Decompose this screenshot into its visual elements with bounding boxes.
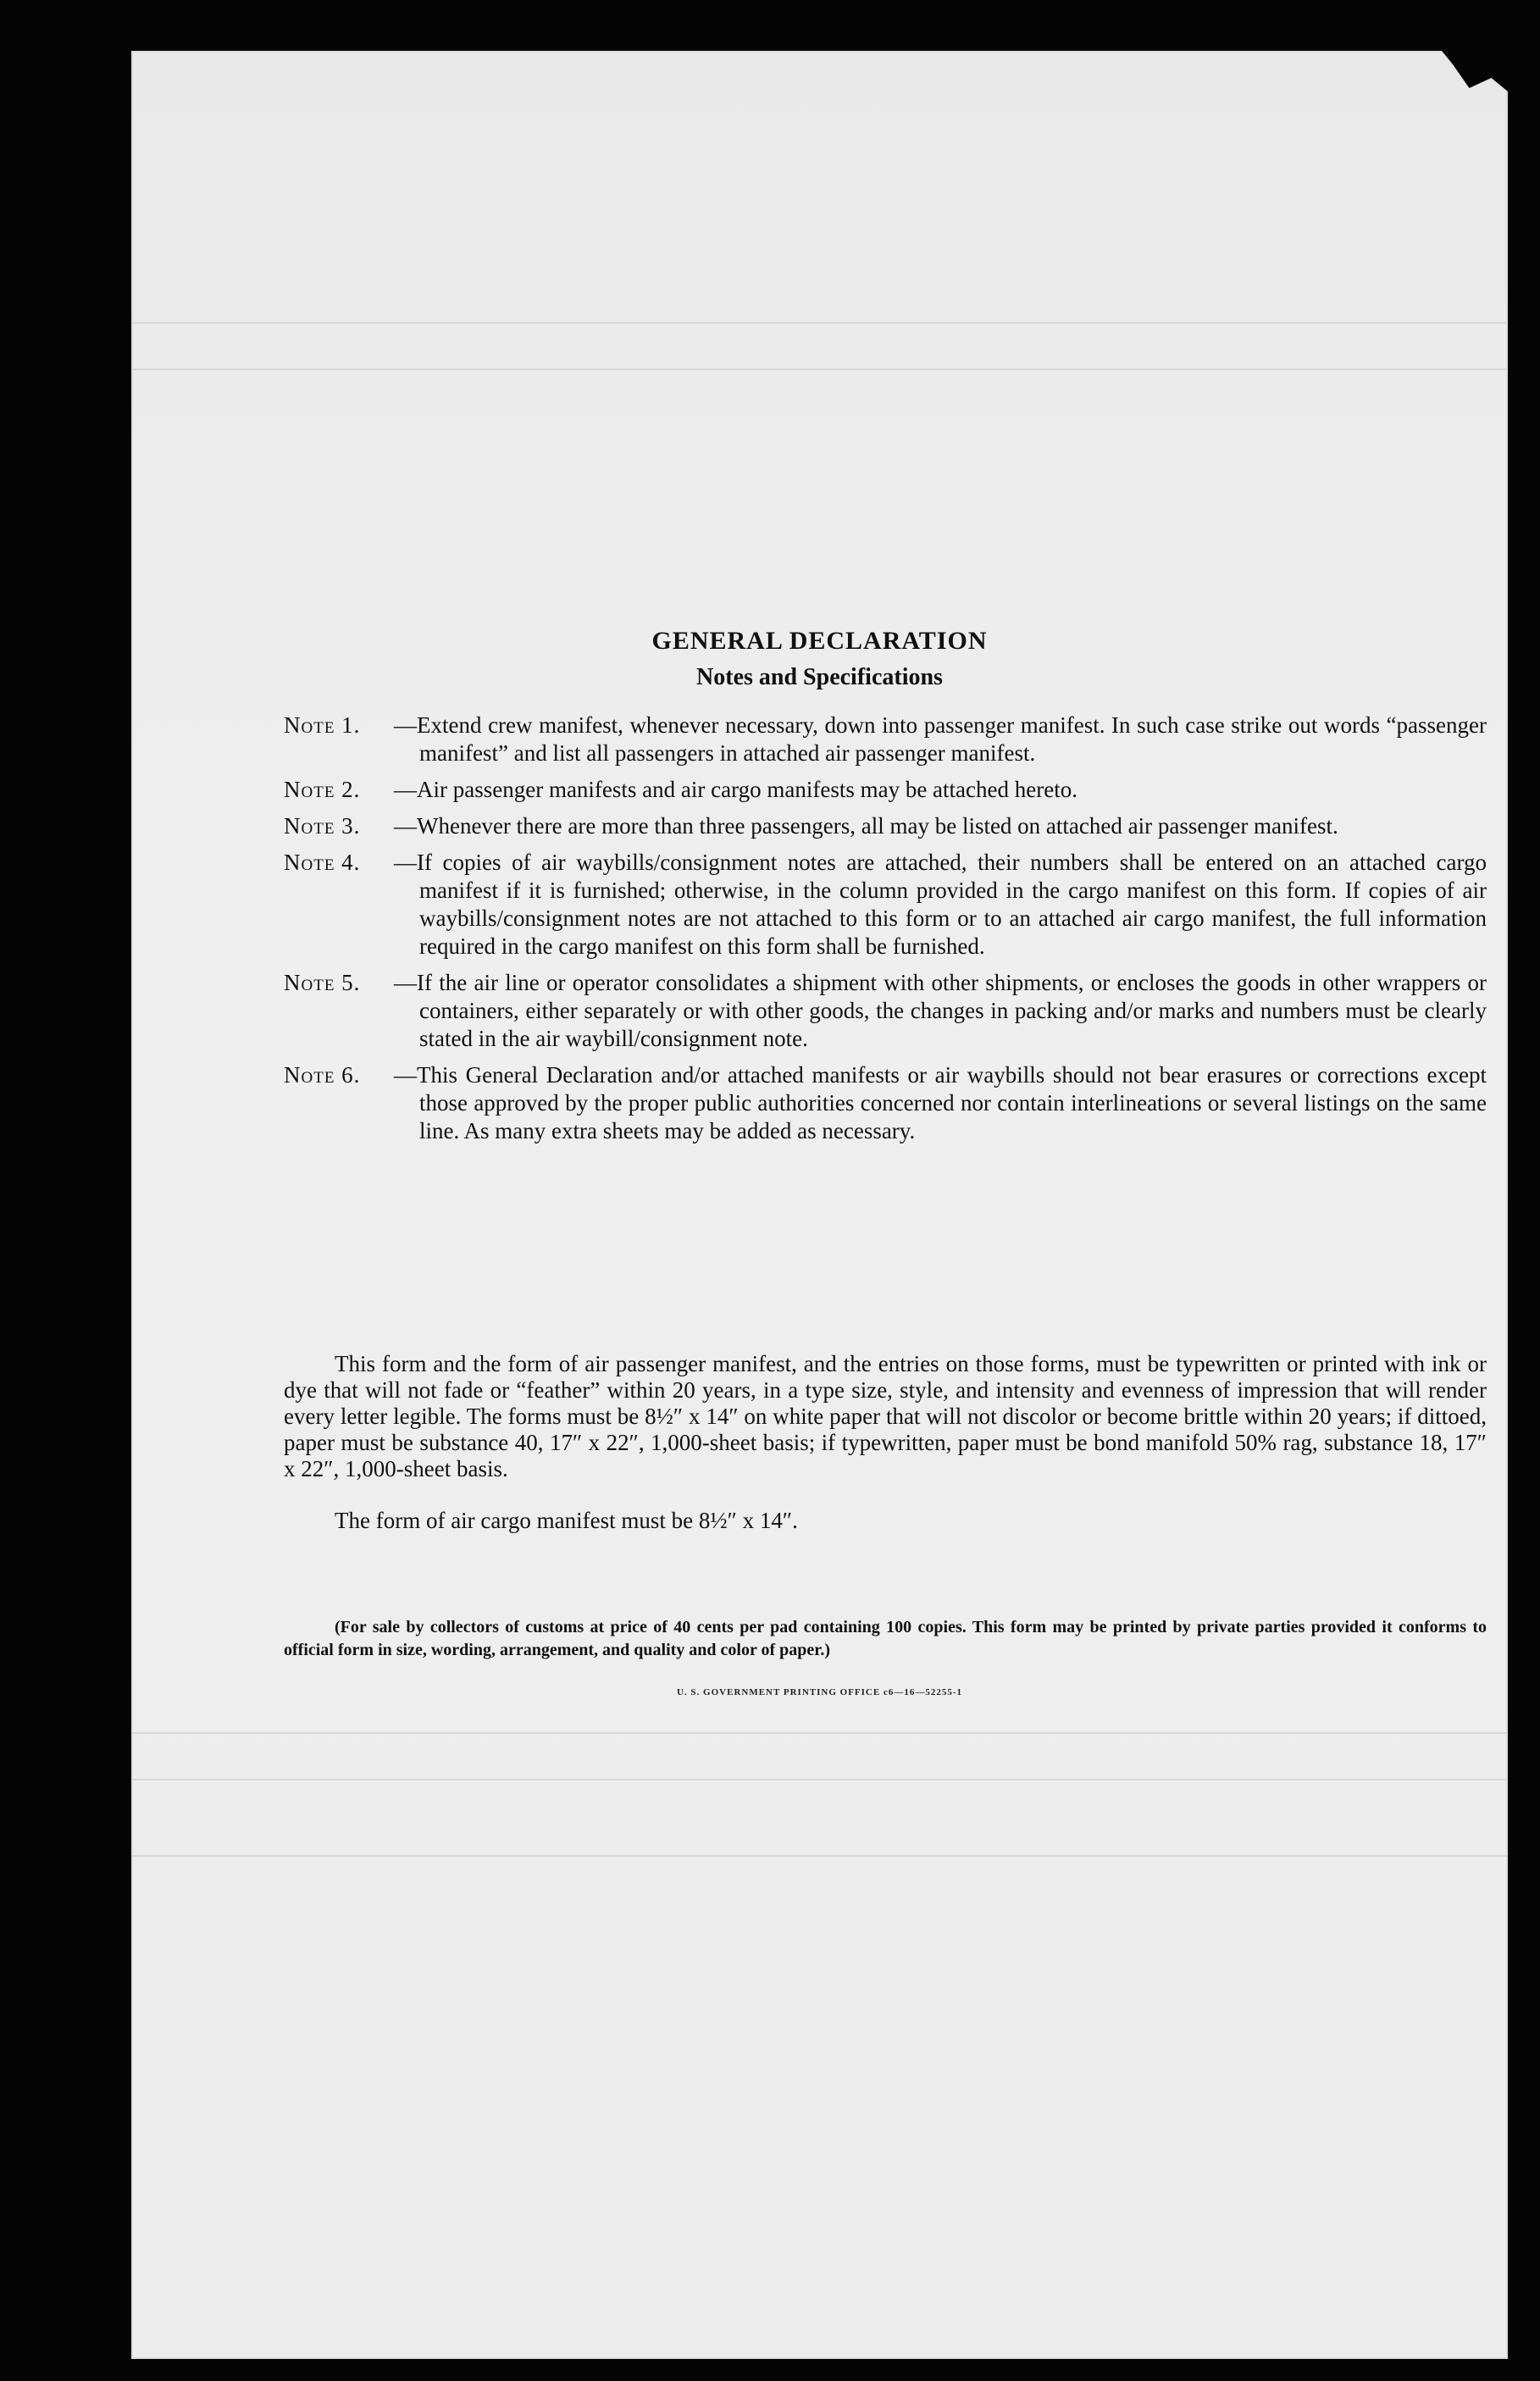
cargo-form-size: The form of air cargo manifest must be 8½″ x 14″. xyxy=(335,1508,798,1533)
printer-imprint: U. S. GOVERNMENT PRINTING OFFICE c6—16—52255-1 xyxy=(676,1687,962,1697)
note-label: Note 2. xyxy=(284,777,361,802)
bleed-through-line xyxy=(131,322,1508,324)
note-text: —Air passenger manifests and air cargo manifests may be attached hereto. xyxy=(394,777,1077,802)
bleed-through-line xyxy=(131,1779,1508,1780)
notes-list xyxy=(284,712,1487,1154)
page-subtitle: Notes and Specifications xyxy=(696,664,943,690)
note-label: Note 3. xyxy=(284,813,361,839)
note-label: Note 4. xyxy=(284,850,361,875)
note-label: Note 6. xyxy=(284,1062,361,1088)
bleed-through-line xyxy=(131,1855,1508,1857)
note-1 xyxy=(284,712,1487,767)
sale-note: (For sale by collectors of customs at price of 40 cents per pad containing 100 copies. This form may be printed by private parties provided it conforms to official form in size, wording, arrangement, and quality and color of paper.) xyxy=(284,1618,1487,1659)
torn-corner xyxy=(1398,51,1508,119)
note-2 xyxy=(284,776,1487,804)
bleed-through-line xyxy=(131,368,1508,370)
note-6 xyxy=(284,1061,1487,1145)
note-text: —If the air line or operator consolidates a shipment with other shipments, or encloses the goods in other wrappers or containers, either separately or with other goods, the changes in packing and/or marks and numbers must be clearly stated in the air waybill/consignment note. xyxy=(394,970,1487,1051)
note-text: —This General Declaration and/or attached manifests or air waybills should not bear erasures or corrections except those approved by the proper public authorities concerned nor contain interlineations or several listings on the same line. As many extra sheets may be added as necessary. xyxy=(394,1062,1487,1143)
bleed-through-line xyxy=(131,1732,1508,1734)
note-text: —Whenever there are more than three passengers, all may be listed on attached air passenger manifest. xyxy=(394,813,1338,839)
note-label: Note 5. xyxy=(284,970,361,995)
document-page xyxy=(131,51,1508,2359)
note-text: —If copies of air waybills/consignment notes are attached, their numbers shall be entered on an attached cargo manifest if it is furnished; otherwise, in the column provided in the cargo manifest on this form. If copies of air waybills/consignment notes are not attached to this form or to an attached air cargo manifest, the full information required in the cargo manifest on this form shall be furnished. xyxy=(394,850,1487,959)
specification-paragraph: This form and the form of air passenger manifest, and the entries on those forms, must be typewritten or printed with ink or dye that will not fade or “feather” within 20 years, in a type size, style, and intensity and evenness of impression that will render every letter legible. The forms must be 8½″ x 14″ on white paper that will not discolor or become brittle within 20 years; if dittoed, paper must be substance 40, 17″ x 22″, 1,000-sheet basis; if typewritten, paper must be bond manifold 50% rag, substance 18, 17″ x 22″, 1,000-sheet basis. xyxy=(284,1351,1487,1481)
note-text: —Extend crew manifest, whenever necessary, down into passenger manifest. In such case strike out words “passenger manifest” and list all passengers in attached air passenger manifest. xyxy=(394,712,1487,766)
note-label: Note 1. xyxy=(284,712,361,738)
page-title: GENERAL DECLARATION xyxy=(651,627,988,655)
note-4 xyxy=(284,849,1487,961)
note-5 xyxy=(284,969,1487,1053)
note-3 xyxy=(284,812,1487,840)
